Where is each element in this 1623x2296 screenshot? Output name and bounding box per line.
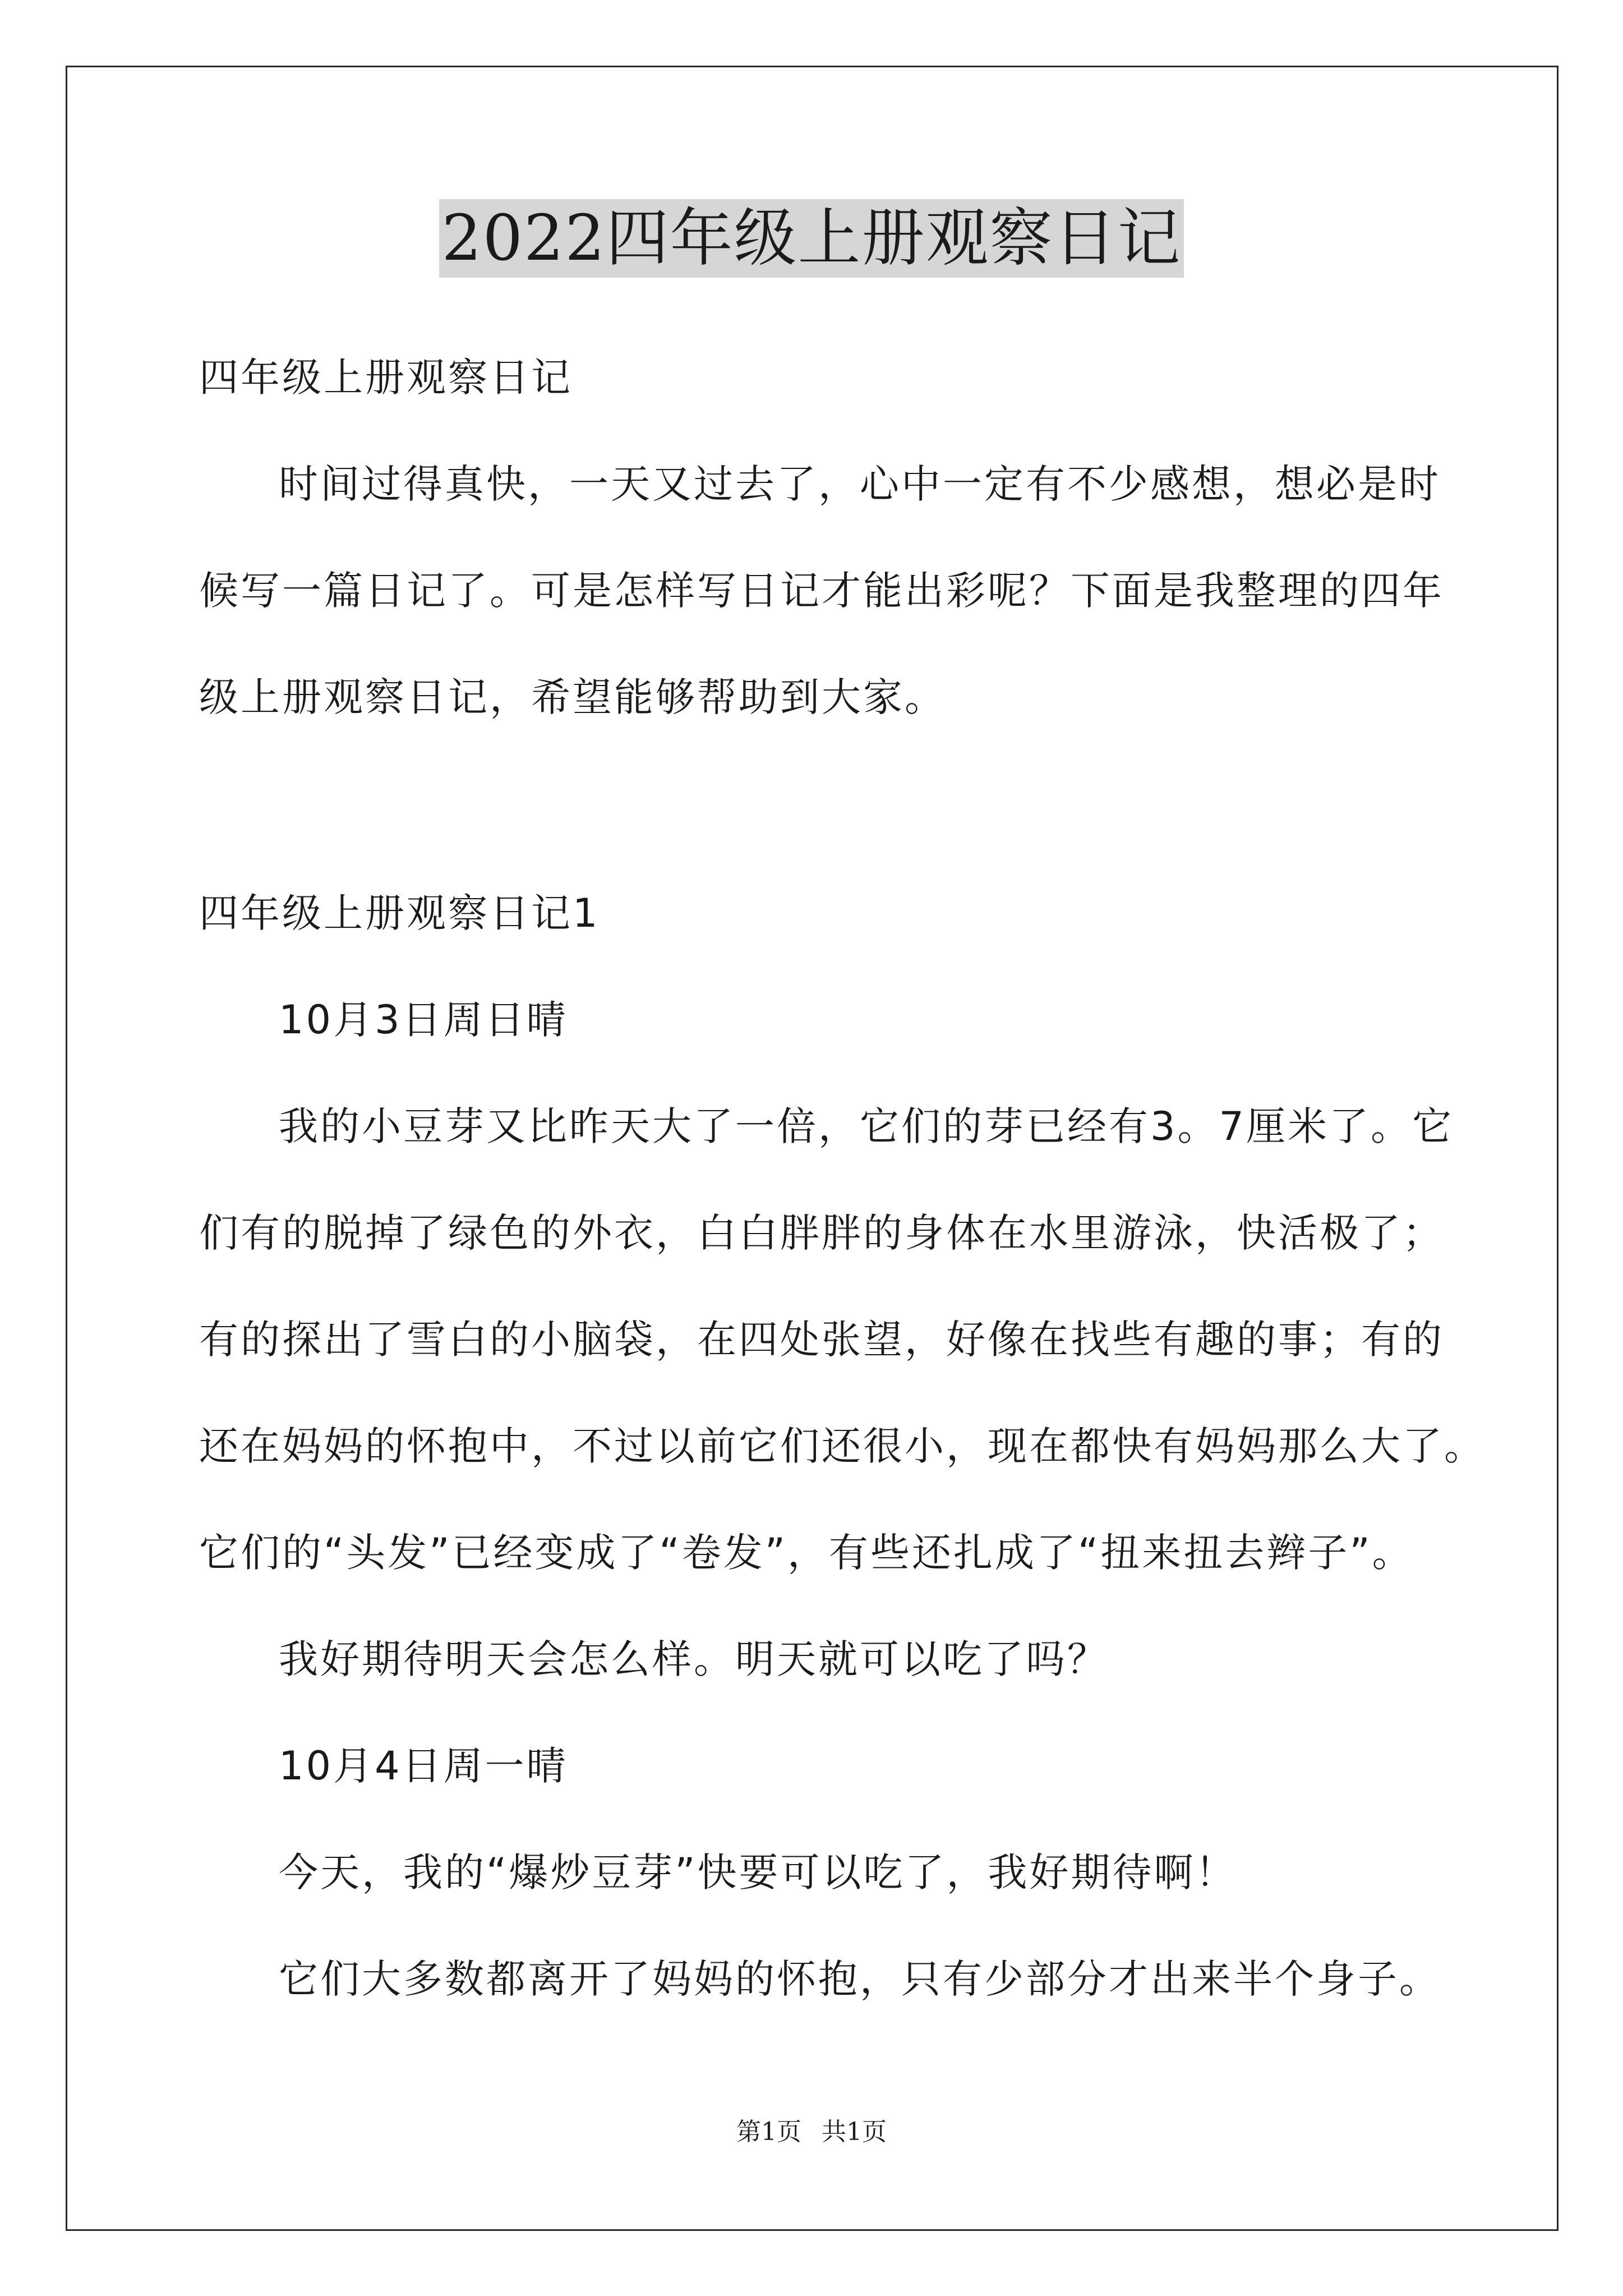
paragraph-line: 它们大多数都离开了妈妈的怀抱，只有少部分才出来半个身子。	[279, 1956, 1441, 2002]
paragraph-line: 们有的脱掉了绿色的外衣，白白胖胖的身体在水里游泳，快活极了；	[199, 1210, 1444, 1256]
paragraph-line: 级上册观察日记，希望能够帮助到大家。	[199, 674, 946, 720]
paragraph-line: 我好期待明天会怎么样。明天就可以吃了吗？	[279, 1636, 1109, 1682]
page-total: 共1页	[822, 2118, 887, 2146]
paragraph-line: 还在妈妈的怀抱中，不过以前它们还很小，现在都快有妈妈那么大了。	[199, 1423, 1486, 1469]
section-heading: 四年级上册观察日记1	[199, 890, 600, 936]
date-line: 10月4日周一晴	[279, 1743, 568, 1789]
date-line: 10月3日周日晴	[279, 997, 568, 1043]
paragraph-line: 候写一篇日记了。可是怎样写日记才能出彩呢？下面是我整理的四年	[199, 568, 1444, 614]
paragraph-line: 今天，我的“爆炒豆芽”快要可以吃了，我好期待啊！	[279, 1849, 1237, 1895]
page-footer	[0, 2116, 1623, 2148]
title-container	[0, 199, 1623, 278]
paragraph-line: 我的小豆芽又比昨天大了一倍，它们的芽已经有3。7厘米了。它	[279, 1103, 1454, 1149]
section-heading: 四年级上册观察日记	[199, 355, 573, 401]
paragraph-line: 时间过得真快，一天又过去了，心中一定有不少感想，想必是时	[279, 461, 1441, 507]
paragraph-line: 有的探出了雪白的小脑袋，在四处张望，好像在找些有趣的事；有的	[199, 1317, 1444, 1363]
paragraph-line: 它们的“头发”已经变成了“卷发”，有些还扎成了“扭来扭去辫子”。	[199, 1530, 1414, 1576]
document-title: 2022四年级上册观察日记	[439, 199, 1183, 278]
page-number: 第1页	[736, 2118, 801, 2146]
